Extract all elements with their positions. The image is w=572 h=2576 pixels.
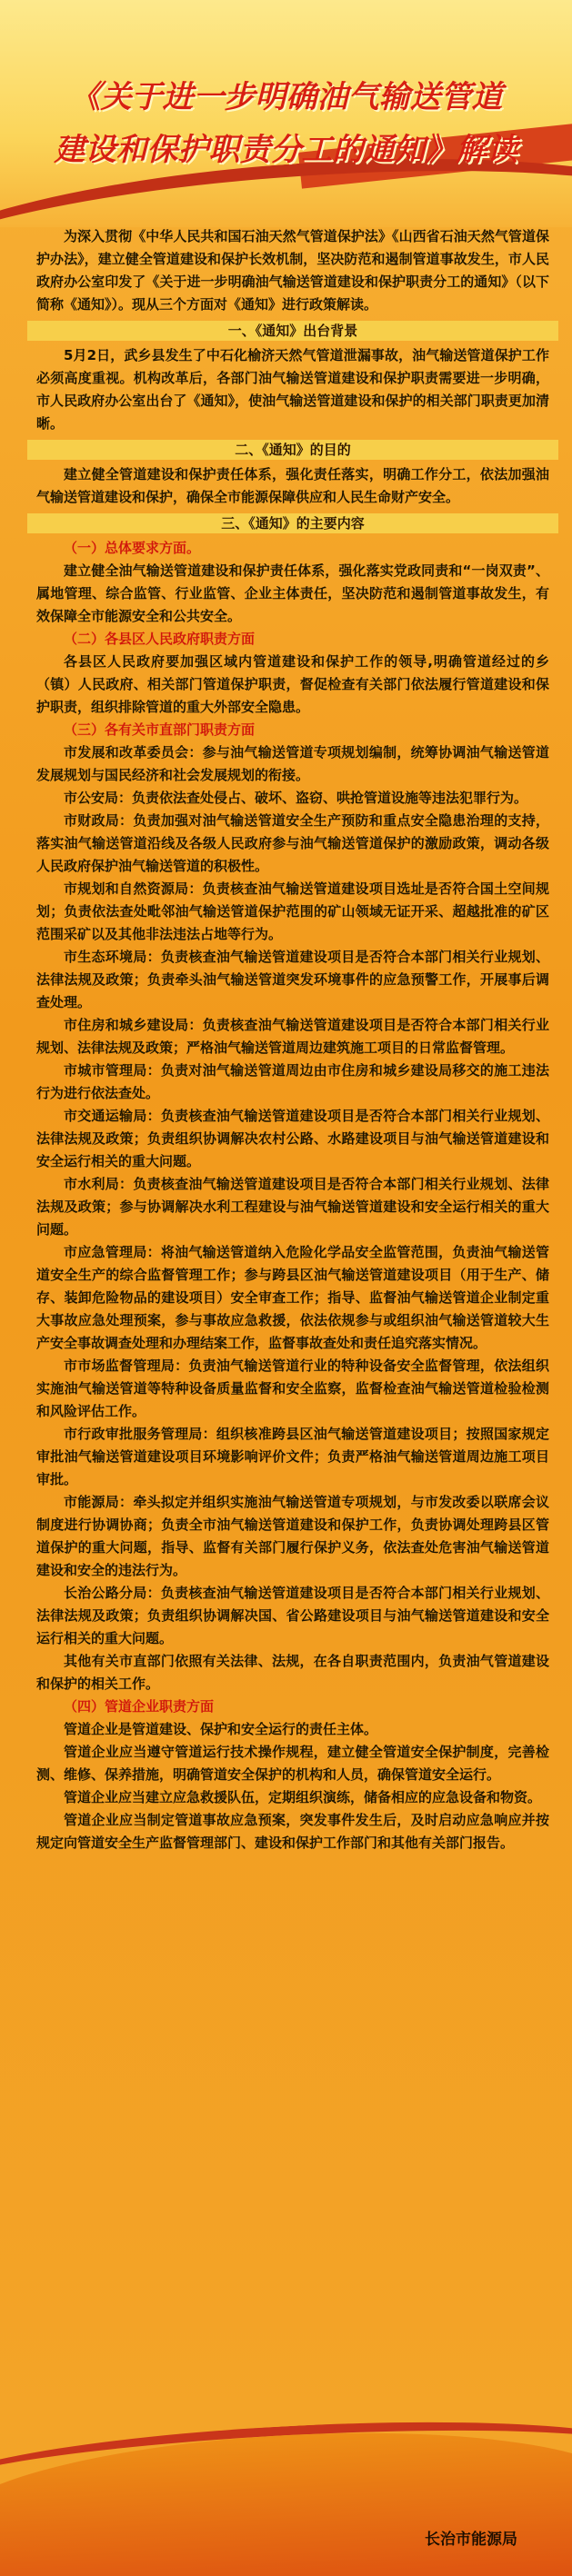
paragraph: 各县区人民政府要加强区域内管道建设和保护工作的领导,明确管道经过的乡（镇）人民政府、相关部门管道保护职责，督促检查有关部门依法履行管道建设和保护职责，组织排除管道的重大外部安全隐患。	[36, 653, 549, 715]
paragraph: 市能源局：牵头拟定并组织实施油气输送管道专项规划，与市发改委以联席会议制度进行协调协商；负责全市油气输送管道建设和保护工作，负责协调处理跨县区管道保护的重大问题，指导、监督有关部门履行保护义务，依法查处危害油气输送管道建设和安全的违法行为。	[36, 1494, 549, 1578]
paragraph: 建立健全管道建设和保护责任体系，强化责任落实，明确工作分工，依法加强油气输送管道建设和保护，确保全市能源保障供应和人民生命财产安全。	[36, 466, 549, 505]
title-line-2: 建设和保护职责分工的通知》解读	[54, 132, 518, 168]
section-heading: 一、《通知》出台背景	[27, 321, 558, 341]
paragraph: 其他有关市直部门依照有关法律、法规，在各自职责范围内，负责油气管道建设和保护的相关工作。	[36, 1653, 549, 1692]
paragraph: 5月2日，武乡县发生了中石化榆济天然气管道泄漏事故，油气输送管道保护工作必须高度重视。机构改革后，各部门油气输送管道建设和保护职责需要进一步明确，市人民政府办公室出台了《通知》，使油气输送管道建设和保护的相关部门职责更加清晰。	[36, 347, 549, 432]
intro-paragraph: 为深入贯彻《中华人民共和国石油天然气管道保护法》《山西省石油天然气管道保护办法》，建立健全管道建设和保护长效机制，坚决防范和遏制管道事故发生，市人民政府办公室印发了《关于进一步明确油气输送管道建设和保护职责分工的通知》（以下简称《通知》）。现从三个方面对《通知》进行政策解读。	[36, 228, 549, 313]
paragraph: 市住房和城乡建设局：负责核查油气输送管道建设项目是否符合本部门相关行业规划、法律法规及政策；严格油气输送管道周边建筑施工项目的日常监督管理。	[36, 1017, 549, 1056]
document-body	[36, 225, 549, 1855]
paragraph: 市生态环境局：负责核查油气输送管道建设项目是否符合本部门相关行业规划、法律法规及政策；负责牵头油气输送管道突发环境事件的应急预警工作，开展事后调查处理。	[36, 949, 549, 1010]
section-heading: 二、《通知》的目的	[27, 440, 558, 460]
section-heading: 三、《通知》的主要内容	[27, 513, 558, 533]
paragraph: 管道企业应当建立应急救援队伍，定期组织演练，储备相应的应急设备和物资。	[64, 1789, 542, 1805]
paragraph: 管道企业是管道建设、保护和安全运行的责任主体。	[64, 1721, 378, 1737]
paragraph: 市应急管理局：将油气输送管道纳入危险化学品安全监管范围，负责油气输送管道安全生产的综合监督管理工作；参与跨县区油气输送管道建设项目（用于生产、储存、装卸危险物品的建设项目）安全审查工作；指导、监督油气输送管道企业制定重大事故应急处理预案，参与事故应急救援，依法依规参与或组织油气输送管道较大生产安全事故调查处理和办理结案工作，监督事故查处和责任追究落实情况。	[36, 1244, 549, 1351]
paragraph: 市发展和改革委员会：参与油气输送管道专项规划编制，统筹协调油气输送管道发展规划与国民经济和社会发展规划的衔接。	[36, 744, 549, 783]
subsection-title: （四）管道企业职责方面	[64, 1698, 215, 1715]
signature: 长治市能源局	[425, 2531, 517, 2549]
title-line-1: 《关于进一步明确油气输送管道	[69, 79, 503, 115]
paragraph: 建立健全油气输送管道建设和保护责任体系，强化落实党政同责和“一岗双责”、属地管理、综合监管、行业监管、企业主体责任，坚决防范和遏制管道事故发生，有效保障全市能源安全和公共安全。	[36, 562, 549, 624]
subsection-title: （二）各县区人民政府职责方面	[64, 631, 256, 647]
paragraph: 市公安局：负责依法查处侵占、破坏、盗窃、哄抢管道设施等违法犯罪行为。	[64, 790, 528, 806]
subsection-title: （三）各有关市直部门职责方面	[64, 721, 256, 738]
paragraph: 长治公路分局：负责核查油气输送管道建设项目是否符合本部门相关行业规划、法律法规及政策；负责组织协调解决国、省公路建设项目与油气输送管道建设和安全运行相关的重大问题。	[36, 1585, 549, 1646]
paragraph: 市交通运输局：负责核查油气输送管道建设项目是否符合本部门相关行业规划、法律法规及政策；负责组织协调解决农村公路、水路建设项目与油气输送管道建设和安全运行相关的重大问题。	[36, 1108, 549, 1169]
footer-background	[0, 2417, 572, 2576]
page-title	[0, 71, 572, 176]
paragraph: 市城市管理局：负责对油气输送管道周边由市住房和城乡建设局移交的施工违法行为进行依法查处。	[36, 1062, 549, 1101]
paragraph: 管道企业应当遵守管道运行技术操作规程，建立健全管道安全保护制度，完善检测、维修、保养措施，明确管道安全保护的机构和人员，确保管道安全运行。	[36, 1744, 549, 1783]
paragraph: 市规划和自然资源局：负责核查油气输送管道建设项目选址是否符合国土空间规划；负责依法查处毗邻油气输送管道保护范围的矿山领域无证开采、超越批准的矿区范围采矿以及其他非法违法占地等行为。	[36, 880, 549, 942]
paragraph: 市财政局：负责加强对油气输送管道安全生产预防和重点安全隐患治理的支持，落实油气输送管道沿线及各级人民政府参与油气输送管道保护的激励政策，调动各级人民政府保护油气输送管道的积极性。	[36, 812, 549, 874]
paragraph: 市水利局：负责核查油气输送管道建设项目是否符合本部门相关行业规划、法律法规及政策；参与协调解决水利工程建设与油气输送管道建设和安全运行相关的重大问题。	[36, 1176, 549, 1238]
paragraph: 管道企业应当制定管道事故应急预案，突发事件发生后，及时启动应急响应并按规定向管道安全生产监督管理部门、建设和保护工作部门和其他有关部门报告。	[36, 1812, 549, 1851]
subsection-title: （一）总体要求方面。	[64, 540, 201, 556]
paragraph: 市市场监督管理局：负责油气输送管道行业的特种设备安全监督管理，依法组织实施油气输送管道等特种设备质量监督和安全监察，监督检查油气输送管道检验检测和风险评估工作。	[36, 1358, 549, 1419]
paragraph: 市行政审批服务管理局：组织核准跨县区油气输送管道建设项目；按照国家规定审批油气输送管道建设项目环境影响评价文件；负责严格油气输送管道周边施工项目审批。	[36, 1426, 549, 1487]
